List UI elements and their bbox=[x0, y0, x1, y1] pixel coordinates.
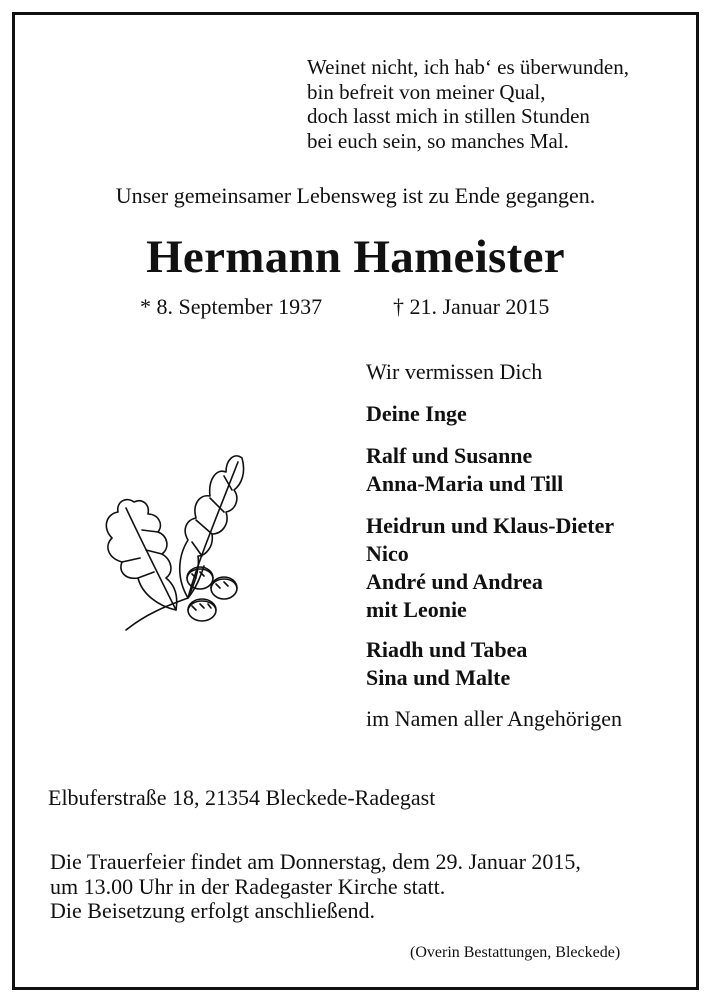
family-line: mit Leonie bbox=[366, 597, 467, 622]
address: Elbuferstraße 18, 21354 Bleckede-Radegast bbox=[48, 785, 436, 810]
poem-line: bin befreit von meiner Qual, bbox=[307, 79, 546, 104]
undertaker-credit: (Overin Bestattungen, Bleckede) bbox=[410, 944, 621, 961]
deceased-name: Hermann Hameister bbox=[146, 231, 565, 283]
family-line: Riadh und Tabea bbox=[366, 637, 528, 662]
wife-name: Deine Inge bbox=[366, 401, 467, 426]
poem-line: doch lasst mich in stillen Stunden bbox=[307, 104, 590, 128]
death-date: † 21. Januar 2015 bbox=[393, 294, 550, 319]
poem-line: bei euch sein, so manches Mal. bbox=[307, 128, 569, 153]
family-group-1 bbox=[366, 442, 563, 498]
family-group-2 bbox=[366, 512, 614, 624]
funeral-notice bbox=[50, 850, 581, 924]
funeral-line: Die Beisetzung erfolgt anschließend. bbox=[50, 898, 376, 923]
poem bbox=[307, 55, 629, 153]
family-line: Nico bbox=[366, 541, 409, 566]
birth-date: * 8. September 1937 bbox=[140, 294, 323, 319]
miss-text: Wir vermissen Dich bbox=[366, 359, 543, 384]
family-line: Sina und Malte bbox=[366, 665, 511, 690]
family-line: Heidrun und Klaus-Dieter bbox=[366, 513, 615, 538]
poem-line: Weinet nicht, ich hab‘ es überwunden, bbox=[307, 55, 629, 79]
intro-text: Unser gemeinsamer Lebensweg ist zu Ende gegangen. bbox=[115, 183, 596, 208]
oak-leaf-icon bbox=[96, 438, 246, 638]
family-line: Anna-Maria und Till bbox=[366, 471, 564, 496]
family-line: André und Andrea bbox=[366, 569, 543, 594]
funeral-line: Die Trauerfeier findet am Donnerstag, dem 29. Januar 2015, bbox=[50, 849, 581, 874]
family-line: Ralf und Susanne bbox=[366, 443, 533, 468]
relatives-text: im Namen aller Angehörigen bbox=[366, 706, 622, 731]
family-group-3 bbox=[366, 636, 527, 692]
funeral-line: um 13.00 Uhr in der Radegaster Kirche statt. bbox=[50, 873, 446, 899]
